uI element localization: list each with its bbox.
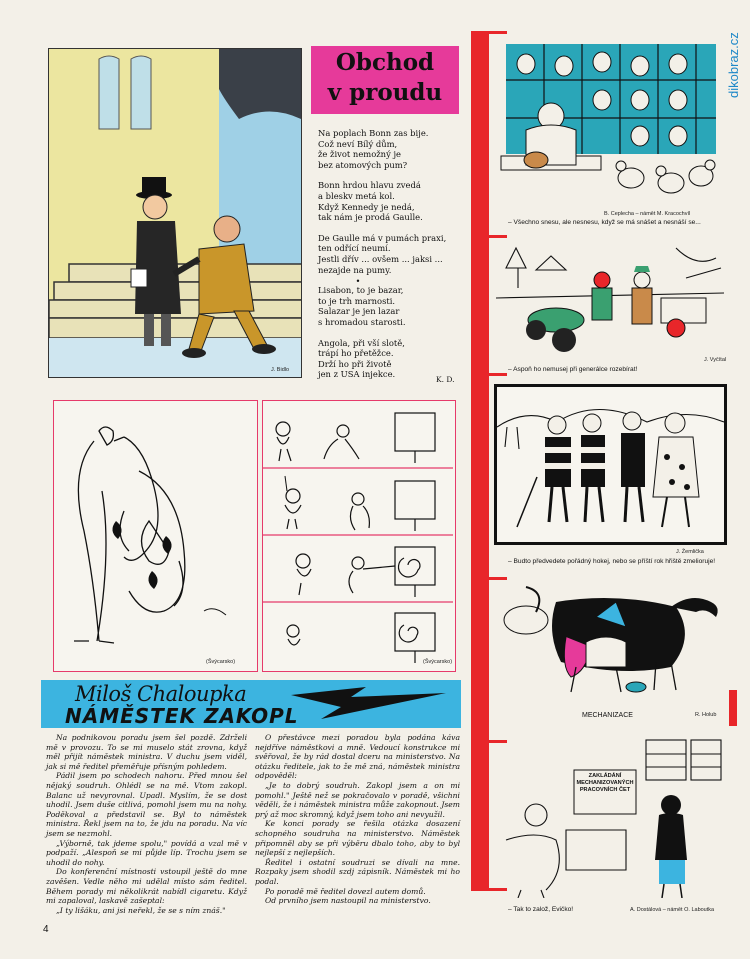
story-paragraph: Pádil jsem po schodech nahoru. Před mnou šel nějaký soudruh. Ohlédl se na mě. Vtom zakopl. Balanc už nevyrovnal. Upadl. Myslím, že se dost uhodil. Jsem duše citlivá, pomohl jsem mu na nohy. Poděkoval a představil se. Byl to náměstek ministra. Řekl jsem na to, že jdu na poradu. Na víc jsem se nezmohl. (46, 771, 247, 838)
right-cartoon-4-title: MECHANIZACE (582, 712, 633, 719)
story-paragraph: Ke konci porady se řešila otázka dosazení schopného soudruha na ministerstvo. Náměstek připomněl aby se při výběru dbalo toho, aby to byl nejlepší z nejlepších. (255, 819, 460, 858)
top-cartoon-illustration (49, 49, 301, 377)
right-cartoon-5 (496, 730, 726, 898)
story-paragraph: Do konferenční místnosti vstoupil ještě do mne zavěšen. Vedle něho mi udělal místo sám ředitel. Během porady mi několikrát nabídl cigaretu. Když mi zapaloval, laskavě zašeptal: (46, 867, 247, 906)
story-paragraph: Na podnikovou poradu jsem šel pozdě. Zdrželi mě v provozu. To se mi muselo stát zrovna, když měl přijít náměstek ministra. V duchu jsem viděl, jak si mě ředitel přeměřuje přísným pohledem. (46, 733, 247, 771)
office-illustration (496, 730, 726, 898)
story-paragraph: Po poradě mě ředitel dovezl autem domů. (265, 886, 426, 896)
story-paragraph: Ředitel i ostatní soudruzi se dívali na mne. Rozpaky jsem shodil szdj zápisník. Náměstek mi ho podal. (255, 857, 460, 886)
lightning-icon (281, 683, 456, 723)
story-paragraph: „I ty lišáku, ani jsi neřekl, že se s ním znáš." (56, 905, 226, 915)
right-cartoon-3 (494, 384, 727, 545)
red-tick (489, 373, 507, 376)
red-sidebar (471, 31, 489, 891)
red-tick (489, 577, 507, 580)
page-number: 4 (43, 924, 49, 935)
poem-stanza: Bonn hrdou hlavu zvedá a bleskv metá kol. Když Kennedy je nedá, tak nám je prodá Gaulle. (318, 180, 423, 223)
story-paragraph: „Je to dobrý soudruh. Zakopl jsem a on mi pomohl." Ještě než se pokračovalo v poradě, všichni věděli, že i náměstek ministra může zakopnout. Jsem prý až moc skromný, když jsem toho ani nevyužil. (255, 780, 460, 819)
poem-stanza: Na poplach Bonn zas bije. Což neví Bílý dům, že život nemožný je bez atomových pum? (318, 128, 429, 170)
poem-body (318, 128, 460, 390)
top-cartoon-credit: J. Bidlo (271, 367, 290, 373)
cow-illustration (496, 582, 726, 702)
story-author: Miloš Chaloupka (75, 682, 247, 706)
poem-bullet: • (355, 276, 361, 287)
middle-left-cartoon-illustration (54, 401, 256, 669)
right-cartoon-3-caption: – Budto předvedete pořádný hokej, nebo se příští rok hřiště zmelioruje! (508, 558, 716, 565)
red-tick (489, 31, 507, 34)
red-mark-right (729, 690, 737, 726)
poem-author: K. D. (436, 375, 455, 384)
poem-stanza: De Gaulle má v pumách praxi, ten odřící neumí. Jestli dřív ... ovšem ... jaksi ... nezajde na pumy. (318, 232, 447, 275)
story-left-column (46, 733, 247, 915)
right-cartoon-2-caption: – Aspoň ho nemusej při generálce rozebírat! (508, 366, 638, 373)
right-cartoon-3-credit: J. Žemlička (676, 549, 704, 555)
right-cartoon-1-credit: B. Ceplecha – námět M. Kracochvíl (604, 211, 691, 217)
tractor-illustration (496, 238, 727, 364)
story-right-column (255, 733, 460, 906)
middle-left-cartoon-frame (53, 400, 258, 672)
middle-right-cartoon-frame (262, 400, 456, 672)
right-cartoon-5-credit: A. Dostálová – námět O. Laboutka (630, 907, 715, 913)
right-cartoon-4 (496, 582, 726, 702)
right-cartoon-1-caption: – Všechno snesu, ale nesnesu, když se má snášet a nesnáší se... (508, 219, 701, 226)
story-paragraph: O přestávce mezi poradou byla podána káva nejdříve náměstkovi a mně. Vedoucí konstrukce mi svěřoval, že by rád dostal dceru na ministerstvo. Na otázku ředitele, jak to že mě zná, náměstek ministra odpověděl: (255, 733, 460, 781)
poem-title: Obchod v proudu (327, 49, 443, 106)
right-cartoon-1 (496, 38, 724, 218)
poem-stanza: Lisabon, to je bazar, to je trh marnosti. Salazar je jen lazar s hromadou starosti. (318, 285, 406, 327)
office-sign: ZAKLÁDÁNÍ MECHANIZOVANÝCH PRACOVNÍCH ČET (576, 773, 634, 793)
hockey-illustration (497, 387, 724, 542)
story-paragraph: „Výborně, tak jdeme spolu," povídá a vzal mě v podpaží. „Alespoň se mi půjde líp. Trochu jsem se uhodil do nohy. (46, 838, 247, 867)
story-paragraph: Od prvního jsem nastoupil na ministerstvo. (265, 896, 431, 906)
story-title: NÁMĚSTEK ZAKOPL (65, 704, 299, 728)
watermark: dikobraz.cz (726, 32, 741, 98)
chicken-coop-illustration (496, 38, 724, 218)
right-cartoon-4-credit: R. Holub (695, 712, 717, 718)
top-cartoon-frame (48, 48, 302, 378)
story-title-banner (41, 680, 461, 728)
right-cartoon-5-caption: – Tak to založ, Evičko! (508, 906, 574, 913)
right-cartoon-2-credit: J. Vyčítal (704, 357, 727, 363)
right-cartoon-2 (496, 238, 727, 364)
poem-stanza: Angola, při vší slotě, trápí ho přetěžce. Drží ho při životě jen z USA injekce. (318, 337, 405, 380)
middle-right-credit: (Švýcarsko) (423, 659, 453, 665)
middle-left-credit: (Švýcarsko) (206, 659, 236, 665)
middle-right-cartoon-illustration (263, 401, 453, 669)
